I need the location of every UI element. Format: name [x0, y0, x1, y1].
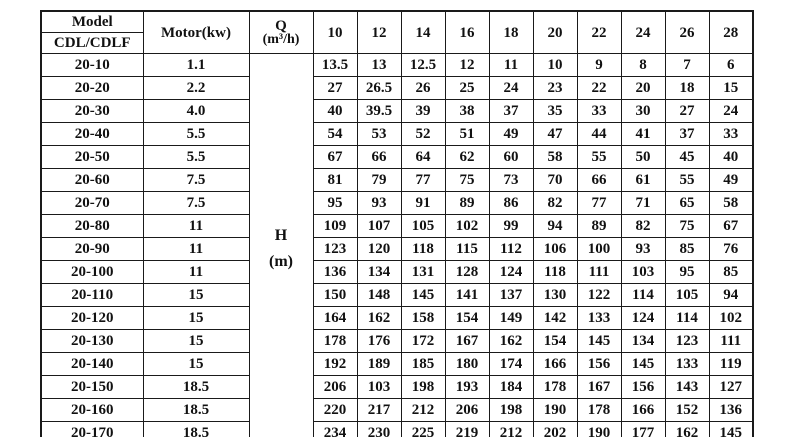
motor-cell: 15 — [143, 284, 249, 307]
value-cell: 89 — [577, 215, 621, 238]
value-cell: 95 — [313, 192, 357, 215]
value-cell: 76 — [709, 238, 753, 261]
model-cell: 20-30 — [41, 100, 143, 123]
header-motor: Motor(kw) — [143, 11, 249, 54]
motor-cell: 15 — [143, 307, 249, 330]
value-cell: 158 — [401, 307, 445, 330]
value-cell: 111 — [709, 330, 753, 353]
value-cell: 112 — [489, 238, 533, 261]
value-cell: 193 — [445, 376, 489, 399]
value-cell: 167 — [445, 330, 489, 353]
value-cell: 55 — [665, 169, 709, 192]
value-cell: 119 — [709, 353, 753, 376]
value-cell: 67 — [709, 215, 753, 238]
value-cell: 106 — [533, 238, 577, 261]
flow-symbol: Q — [275, 18, 287, 34]
value-cell: 103 — [621, 261, 665, 284]
model-cell: 20-110 — [41, 284, 143, 307]
model-cell: 20-20 — [41, 77, 143, 100]
value-cell: 219 — [445, 422, 489, 437]
value-cell: 70 — [533, 169, 577, 192]
value-cell: 225 — [401, 422, 445, 437]
value-cell: 212 — [401, 399, 445, 422]
model-cell: 20-100 — [41, 261, 143, 284]
motor-cell: 15 — [143, 353, 249, 376]
value-cell: 77 — [401, 169, 445, 192]
value-cell: 39.5 — [357, 100, 401, 123]
motor-cell: 4.0 — [143, 100, 249, 123]
value-cell: 49 — [489, 123, 533, 146]
value-cell: 33 — [577, 100, 621, 123]
table-row — [41, 77, 753, 100]
table-row — [41, 146, 753, 169]
value-cell: 150 — [313, 284, 357, 307]
value-cell: 47 — [533, 123, 577, 146]
value-cell: 27 — [313, 77, 357, 100]
value-cell: 190 — [533, 399, 577, 422]
motor-cell: 11 — [143, 261, 249, 284]
table-row — [41, 100, 753, 123]
motor-cell: 11 — [143, 238, 249, 261]
model-cell: 20-150 — [41, 376, 143, 399]
value-cell: 94 — [533, 215, 577, 238]
value-cell: 131 — [401, 261, 445, 284]
value-cell: 86 — [489, 192, 533, 215]
value-cell: 30 — [621, 100, 665, 123]
motor-cell: 18.5 — [143, 399, 249, 422]
motor-cell: 15 — [143, 330, 249, 353]
head-symbol: H — [274, 227, 288, 244]
value-cell: 107 — [357, 215, 401, 238]
motor-cell: 5.5 — [143, 123, 249, 146]
model-cell: 20-160 — [41, 399, 143, 422]
value-cell: 18 — [665, 77, 709, 100]
value-cell: 114 — [665, 307, 709, 330]
table-row — [41, 376, 753, 399]
header-flow-col: 28 — [709, 11, 753, 54]
value-cell: 55 — [577, 146, 621, 169]
header-flow-col: 10 — [313, 11, 357, 54]
table-row — [41, 192, 753, 215]
value-cell: 26 — [401, 77, 445, 100]
value-cell: 53 — [357, 123, 401, 146]
table-row — [41, 54, 753, 77]
model-cell: 20-90 — [41, 238, 143, 261]
value-cell: 141 — [445, 284, 489, 307]
value-cell: 105 — [665, 284, 709, 307]
value-cell: 172 — [401, 330, 445, 353]
value-cell: 162 — [357, 307, 401, 330]
value-cell: 230 — [357, 422, 401, 437]
value-cell: 136 — [313, 261, 357, 284]
motor-cell: 7.5 — [143, 169, 249, 192]
table-row — [41, 399, 753, 422]
table-header — [41, 11, 753, 54]
model-cell: 20-130 — [41, 330, 143, 353]
value-cell: 154 — [533, 330, 577, 353]
header-flow-col: 20 — [533, 11, 577, 54]
value-cell: 164 — [313, 307, 357, 330]
value-cell: 40 — [709, 146, 753, 169]
value-cell: 128 — [445, 261, 489, 284]
value-cell: 198 — [401, 376, 445, 399]
value-cell: 8 — [621, 54, 665, 77]
value-cell: 66 — [357, 146, 401, 169]
value-cell: 177 — [621, 422, 665, 437]
value-cell: 206 — [313, 376, 357, 399]
header-flow-col: 26 — [665, 11, 709, 54]
table-row — [41, 215, 753, 238]
table-row — [41, 307, 753, 330]
header-flow-unit — [249, 11, 313, 54]
value-cell: 60 — [489, 146, 533, 169]
value-cell: 6 — [709, 54, 753, 77]
table-row — [41, 353, 753, 376]
value-cell: 192 — [313, 353, 357, 376]
value-cell: 11 — [489, 54, 533, 77]
value-cell: 103 — [357, 376, 401, 399]
value-cell: 12 — [445, 54, 489, 77]
value-cell: 167 — [577, 376, 621, 399]
value-cell: 100 — [577, 238, 621, 261]
motor-cell: 18.5 — [143, 422, 249, 437]
value-cell: 94 — [709, 284, 753, 307]
table-body — [41, 54, 753, 437]
value-cell: 142 — [533, 307, 577, 330]
value-cell: 93 — [621, 238, 665, 261]
value-cell: 149 — [489, 307, 533, 330]
header-flow-col: 16 — [445, 11, 489, 54]
value-cell: 9 — [577, 54, 621, 77]
value-cell: 143 — [665, 376, 709, 399]
value-cell: 122 — [577, 284, 621, 307]
model-cell: 20-70 — [41, 192, 143, 215]
value-cell: 33 — [709, 123, 753, 146]
value-cell: 82 — [533, 192, 577, 215]
value-cell: 20 — [621, 77, 665, 100]
motor-cell: 2.2 — [143, 77, 249, 100]
value-cell: 217 — [357, 399, 401, 422]
flow-unit: (m³/h) — [262, 32, 300, 47]
value-cell: 123 — [665, 330, 709, 353]
value-cell: 23 — [533, 77, 577, 100]
value-cell: 134 — [357, 261, 401, 284]
model-cell: 20-120 — [41, 307, 143, 330]
motor-cell: 7.5 — [143, 192, 249, 215]
value-cell: 44 — [577, 123, 621, 146]
value-cell: 111 — [577, 261, 621, 284]
model-cell: 20-60 — [41, 169, 143, 192]
value-cell: 82 — [621, 215, 665, 238]
value-cell: 50 — [621, 146, 665, 169]
value-cell: 99 — [489, 215, 533, 238]
value-cell: 65 — [665, 192, 709, 215]
value-cell: 178 — [577, 399, 621, 422]
header-flow-col: 14 — [401, 11, 445, 54]
motor-cell: 1.1 — [143, 54, 249, 77]
value-cell: 180 — [445, 353, 489, 376]
header-model-sub: CDL/CDLF — [41, 33, 143, 54]
value-cell: 134 — [621, 330, 665, 353]
value-cell: 27 — [665, 100, 709, 123]
value-cell: 174 — [489, 353, 533, 376]
value-cell: 124 — [489, 261, 533, 284]
value-cell: 166 — [533, 353, 577, 376]
value-cell: 124 — [621, 307, 665, 330]
value-cell: 145 — [621, 353, 665, 376]
value-cell: 212 — [489, 422, 533, 437]
value-cell: 22 — [577, 77, 621, 100]
value-cell: 81 — [313, 169, 357, 192]
value-cell: 154 — [445, 307, 489, 330]
value-cell: 85 — [709, 261, 753, 284]
value-cell: 75 — [665, 215, 709, 238]
value-cell: 26.5 — [357, 77, 401, 100]
model-cell: 20-80 — [41, 215, 143, 238]
value-cell: 62 — [445, 146, 489, 169]
value-cell: 91 — [401, 192, 445, 215]
value-cell: 7 — [665, 54, 709, 77]
value-cell: 133 — [665, 353, 709, 376]
value-cell: 79 — [357, 169, 401, 192]
header-model: Model — [41, 11, 143, 33]
value-cell: 178 — [533, 376, 577, 399]
value-cell: 71 — [621, 192, 665, 215]
header-flow-col: 24 — [621, 11, 665, 54]
value-cell: 118 — [533, 261, 577, 284]
value-cell: 85 — [665, 238, 709, 261]
value-cell: 40 — [313, 100, 357, 123]
value-cell: 145 — [577, 330, 621, 353]
value-cell: 25 — [445, 77, 489, 100]
table-row — [41, 123, 753, 146]
value-cell: 220 — [313, 399, 357, 422]
model-cell: 20-40 — [41, 123, 143, 146]
model-cell: 20-50 — [41, 146, 143, 169]
model-cell: 20-10 — [41, 54, 143, 77]
value-cell: 178 — [313, 330, 357, 353]
motor-cell: 5.5 — [143, 146, 249, 169]
header-flow-col: 18 — [489, 11, 533, 54]
table-row — [41, 238, 753, 261]
value-cell: 35 — [533, 100, 577, 123]
value-cell: 89 — [445, 192, 489, 215]
value-cell: 73 — [489, 169, 533, 192]
value-cell: 45 — [665, 146, 709, 169]
value-cell: 54 — [313, 123, 357, 146]
head-unit-cell — [249, 54, 313, 437]
value-cell: 77 — [577, 192, 621, 215]
value-cell: 130 — [533, 284, 577, 307]
value-cell: 206 — [445, 399, 489, 422]
value-cell: 148 — [357, 284, 401, 307]
value-cell: 152 — [665, 399, 709, 422]
value-cell: 123 — [313, 238, 357, 261]
value-cell: 120 — [357, 238, 401, 261]
value-cell: 115 — [445, 238, 489, 261]
value-cell: 133 — [577, 307, 621, 330]
table-row — [41, 422, 753, 437]
value-cell: 162 — [489, 330, 533, 353]
table-row — [41, 284, 753, 307]
value-cell: 127 — [709, 376, 753, 399]
value-cell: 105 — [401, 215, 445, 238]
value-cell: 67 — [313, 146, 357, 169]
value-cell: 156 — [621, 376, 665, 399]
value-cell: 61 — [621, 169, 665, 192]
value-cell: 184 — [489, 376, 533, 399]
head-unit: (m) — [269, 253, 293, 270]
value-cell: 13 — [357, 54, 401, 77]
value-cell: 38 — [445, 100, 489, 123]
value-cell: 102 — [709, 307, 753, 330]
value-cell: 162 — [665, 422, 709, 437]
value-cell: 58 — [533, 146, 577, 169]
value-cell: 75 — [445, 169, 489, 192]
value-cell: 15 — [709, 77, 753, 100]
value-cell: 198 — [489, 399, 533, 422]
value-cell: 109 — [313, 215, 357, 238]
header-flow-col: 22 — [577, 11, 621, 54]
value-cell: 51 — [445, 123, 489, 146]
value-cell: 49 — [709, 169, 753, 192]
value-cell: 24 — [709, 100, 753, 123]
header-flow-col: 12 — [357, 11, 401, 54]
motor-cell: 11 — [143, 215, 249, 238]
pump-performance-table — [40, 10, 754, 437]
table-row — [41, 169, 753, 192]
model-cell: 20-140 — [41, 353, 143, 376]
value-cell: 145 — [401, 284, 445, 307]
value-cell: 95 — [665, 261, 709, 284]
value-cell: 145 — [709, 422, 753, 437]
header-row-1 — [41, 11, 753, 33]
value-cell: 10 — [533, 54, 577, 77]
table-row — [41, 261, 753, 284]
value-cell: 176 — [357, 330, 401, 353]
value-cell: 190 — [577, 422, 621, 437]
value-cell: 234 — [313, 422, 357, 437]
value-cell: 156 — [577, 353, 621, 376]
value-cell: 41 — [621, 123, 665, 146]
value-cell: 52 — [401, 123, 445, 146]
model-cell: 20-170 — [41, 422, 143, 437]
value-cell: 114 — [621, 284, 665, 307]
value-cell: 102 — [445, 215, 489, 238]
value-cell: 37 — [665, 123, 709, 146]
value-cell: 58 — [709, 192, 753, 215]
value-cell: 185 — [401, 353, 445, 376]
motor-cell: 18.5 — [143, 376, 249, 399]
value-cell: 136 — [709, 399, 753, 422]
value-cell: 118 — [401, 238, 445, 261]
value-cell: 202 — [533, 422, 577, 437]
value-cell: 137 — [489, 284, 533, 307]
value-cell: 13.5 — [313, 54, 357, 77]
value-cell: 93 — [357, 192, 401, 215]
value-cell: 166 — [621, 399, 665, 422]
value-cell: 24 — [489, 77, 533, 100]
table-row — [41, 330, 753, 353]
value-cell: 39 — [401, 100, 445, 123]
value-cell: 64 — [401, 146, 445, 169]
value-cell: 37 — [489, 100, 533, 123]
value-cell: 12.5 — [401, 54, 445, 77]
value-cell: 189 — [357, 353, 401, 376]
value-cell: 66 — [577, 169, 621, 192]
